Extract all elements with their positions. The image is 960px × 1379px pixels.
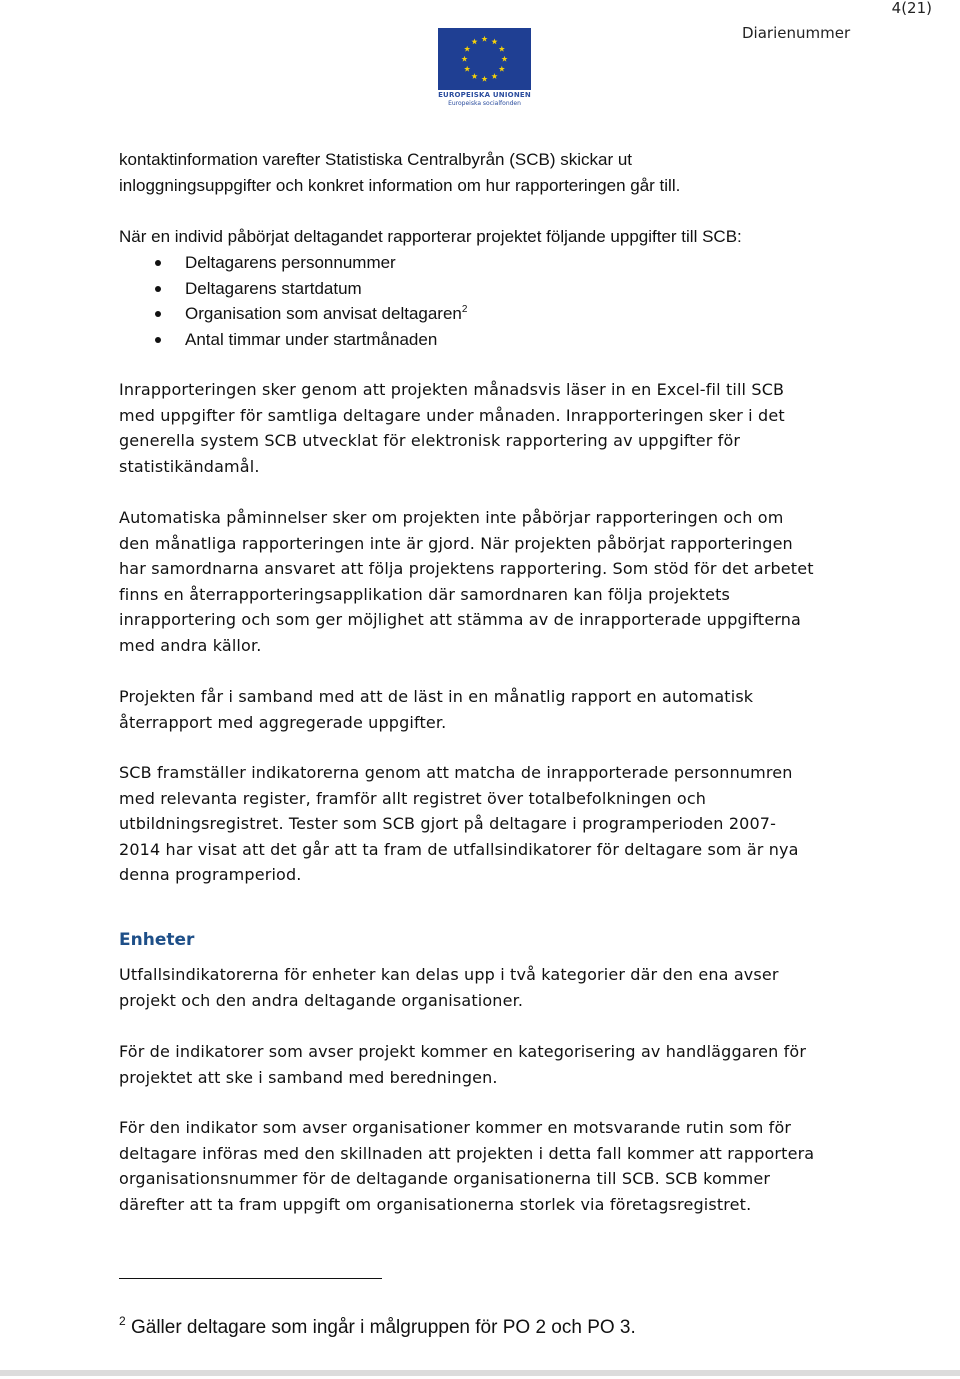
eu-star-icon (501, 56, 507, 62)
text-line: återrapport med aggregerade uppgifter. (119, 712, 447, 732)
text-line: deltagare införas med den skillnaden att projekten i detta fall kommer att rapportera (119, 1143, 815, 1163)
text-line: För de indikatorer som avser projekt kommer en kategorisering av handläggaren för (119, 1042, 807, 1061)
paragraph-units (119, 962, 779, 1013)
footnote (119, 1316, 636, 1340)
eu-star-icon (499, 66, 505, 72)
text-line: Utfallsindikatorerna för enheter kan delas upp i två kategorier där den ena avser (119, 965, 779, 984)
text-line: SCB framställer indikatorerna genom att matcha de inrapporterade personnumren (119, 763, 793, 782)
paragraph-reporting (119, 377, 785, 479)
bullet-list (119, 250, 467, 352)
footnote-marker: 2 (119, 1314, 126, 1328)
paragraph-reminders (119, 505, 814, 659)
eu-star-icon (464, 66, 470, 72)
footnote-text: Gäller deltagare som ingår i målgruppen för PO 2 och PO 3. (130, 1317, 636, 1338)
list-item-text: Deltagarens personnummer (185, 253, 396, 272)
text-line: Automatiska påminnelser sker om projekten inte påbörjar rapporteringen och om (119, 508, 784, 527)
text-line: finns en återrapporteringsapplikation där samordnaren kan följa projektets (119, 584, 731, 604)
text-line: utbildningsregistret. Tester som SCB gjort på deltagare i programperioden 2007- (119, 814, 777, 834)
text-line: har samordnarna ansvaret att följa projektens rapportering. Som stöd för det arbetet (119, 559, 814, 579)
eu-logo (438, 28, 531, 110)
intro-line: inloggningsuppgifter och konkret information om hur rapporteringen går till. (119, 175, 681, 195)
text-line: med relevanta register, framför allt registret över totalbefolkningen och (119, 788, 707, 808)
footnote-divider (119, 1278, 382, 1279)
eu-star-icon (491, 38, 497, 44)
list-item-text: Organisation som anvisat deltagaren (185, 304, 462, 324)
eu-star-icon (491, 73, 497, 79)
text-line: den månatliga rapporteringen inte är gjord. När projekten påbörjat rapporteringen (119, 533, 793, 553)
footnote-ref: 2 (461, 304, 468, 316)
text-line: organisationsnummer för de deltagande organisationerna till SCB. SCB kommer (119, 1169, 771, 1189)
paragraph-organisations (119, 1115, 814, 1217)
logo-text-union: EUROPEISKA UNIONEN (438, 91, 531, 99)
eu-star-icon (481, 76, 487, 82)
eu-star-icon (464, 46, 470, 52)
text-line: Inrapporteringen sker genom att projekten månadsvis läser in en Excel-fil till SCB (119, 380, 785, 399)
list-item-text: Deltagarens startdatum (185, 278, 362, 298)
eu-star-icon (481, 36, 487, 42)
list-item (119, 276, 467, 302)
diarienummer-label: Diarienummer (742, 24, 851, 42)
eu-star-icon (461, 56, 467, 62)
list-intro: När en individ påbörjat deltagandet rapporterar projektet följande uppgifter till SCB: (119, 227, 742, 246)
list-item (119, 301, 467, 327)
text-line: med andra källor. (119, 635, 262, 655)
page-number: 4(21) (891, 0, 932, 17)
page-bottom-bar (0, 1370, 960, 1376)
text-line: därefter att ta fram uppgift om organisationerna storlek via företagsregistret. (119, 1194, 752, 1214)
list-item (119, 327, 467, 353)
eu-star-icon (471, 38, 477, 44)
text-line: projekt och den andra deltagande organisationer. (119, 990, 524, 1010)
paragraph-indicators (119, 760, 799, 888)
text-line: statistikändamål. (119, 456, 260, 476)
text-line: inrapportering och som ger möjlighet att stämma av de inrapporterade uppgifterna (119, 610, 802, 630)
eu-flag-icon (438, 28, 531, 90)
text-line: Projekten får i samband med att de läst in en månatlig rapport en automatisk (119, 687, 754, 706)
section-heading: Enheter (119, 930, 195, 950)
text-line: 2014 har visat att det går att ta fram de utfallsindikatorer för deltagare som är nya (119, 839, 799, 859)
list-item-text: Antal timmar under startmånaden (185, 329, 438, 349)
paragraph-feedback (119, 684, 753, 735)
intro-line: kontaktinformation varefter Statistiska Centralbyrån (SCB) skickar ut (119, 150, 633, 169)
text-line: projektet att ske i samband med beredningen. (119, 1067, 498, 1087)
paragraph-projects (119, 1039, 806, 1090)
text-line: denna programperiod. (119, 865, 302, 885)
eu-star-icon (471, 73, 477, 79)
intro-paragraph (119, 147, 680, 198)
logo-text-fund: Europeiska socialfonden (448, 100, 521, 107)
text-line: med uppgifter för samtliga deltagare under månaden. Inrapporteringen sker i det (119, 405, 785, 425)
text-line: generella system SCB utvecklat för elektronisk rapportering av uppgifter för (119, 431, 741, 451)
eu-star-icon (499, 46, 505, 52)
list-item (119, 250, 467, 276)
text-line: För den indikator som avser organisationer kommer en motsvarande rutin som för (119, 1118, 792, 1137)
